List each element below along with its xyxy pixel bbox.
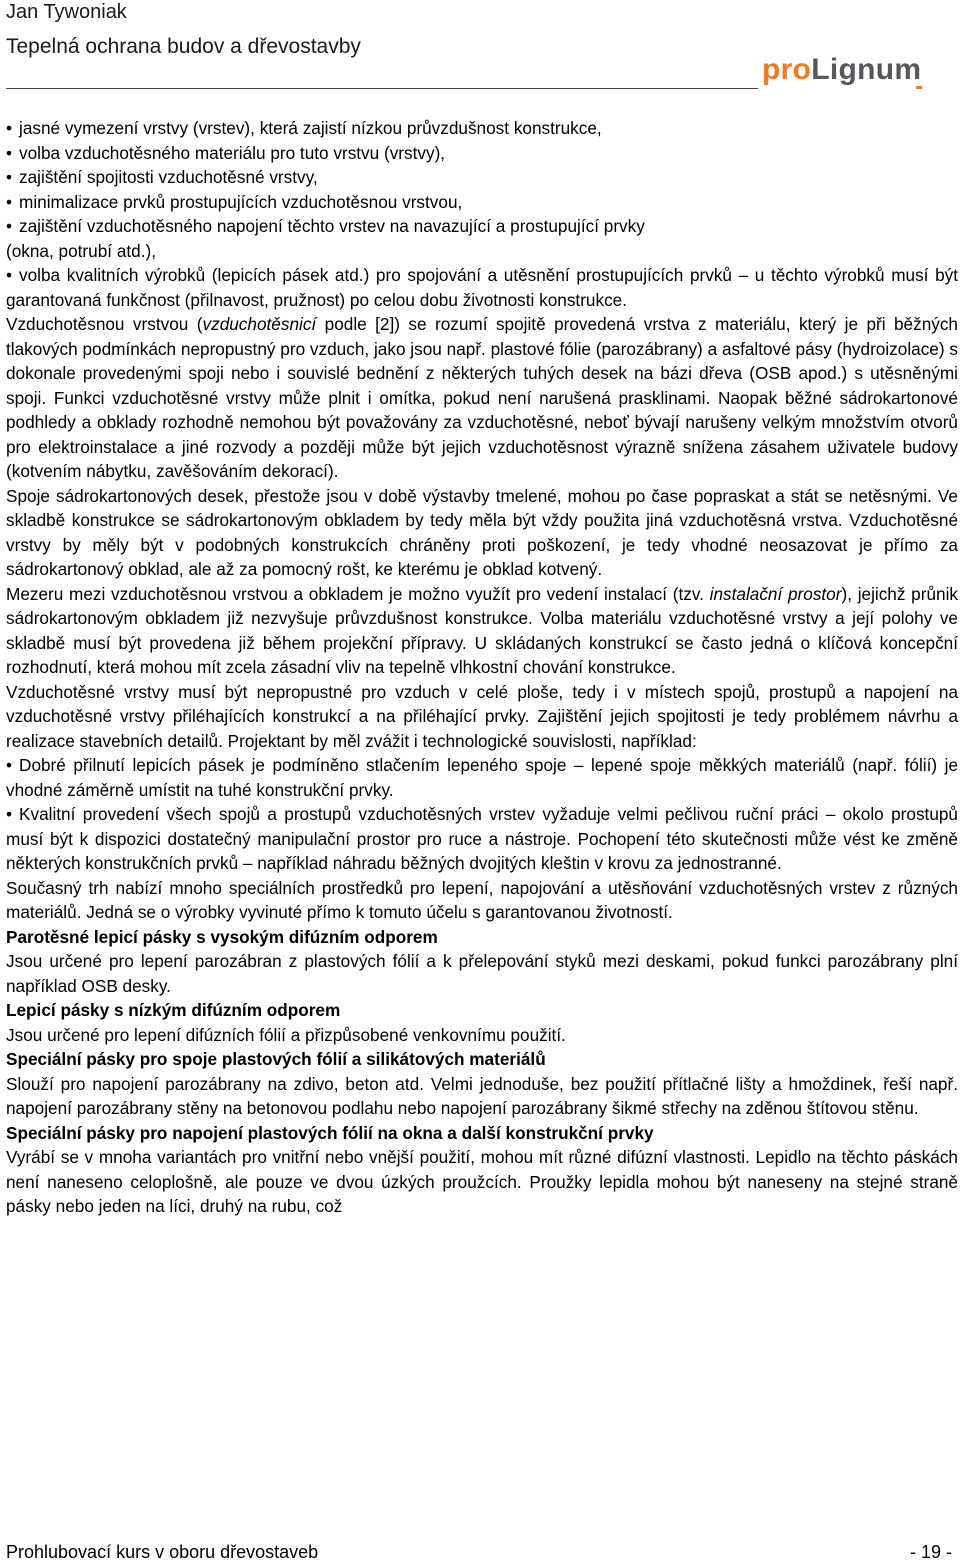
paragraph-text: ), jejichž průnik sádrokartonovým obkladem již nezvyšuje průvzdušnost konstrukce. Volba materiálu vzduchotěsné vrstvy a její polohy ve skladbě musí být provedena již během projekční přípravy. U skládaných konstrukcí se často jedná o klíčová koncepční rozhodnutí, která mohou mít zcela zásadní vliv na tepelně vlhkostní chování konstrukce. xyxy=(6,583,958,677)
bullet-item: • Dobré přilnutí lepicích pásek je podmíněno stlačením lepeného spoje – lepené spoje měkkých materiálů (např. fólií) je vhodné záměrně umístit na tuhé konstrukční prvky. xyxy=(6,753,958,802)
section-heading: Lepicí pásky s nízkým difúzním odporem xyxy=(6,1000,341,1020)
bullet-item: • minimalizace prvků prostupujících vzduchotěsnou vrstvou, xyxy=(6,190,958,215)
paragraph-text: Vzduchotěsnou vrstvou ( xyxy=(6,314,203,334)
header-author: Jan Tywoniak xyxy=(6,1,127,23)
logo-lignum-text: Lignum xyxy=(811,53,922,86)
page-number: - 19 - xyxy=(909,1542,952,1562)
paragraph-installation-space xyxy=(6,582,958,680)
paragraph-market: Současný trh nabízí mnoho speciálních prostředků pro lepení, napojování a utěsňování vzduchotěsných vrstev z různých materiálů. Jedná se o výrobky vyvinuté přímo k tomuto účelu s garantovanou životností. xyxy=(6,877,958,922)
paragraph-airtight-layer xyxy=(6,312,958,484)
bullet-continuation: (okna, potrubí atd.), xyxy=(6,240,156,261)
paragraph-plasterboard-joints: Spoje sádrokartonových desek, přestože jsou v době výstavby tmelené, mohou po čase popraskat a stát se netěsnými. Ve skladbě konstrukce se sádrokartonovým obkladem by tedy měla být vždy použita jiná vzduchotěsná vrstva. Vzduchotěsné vrstvy by měly být v podobných konstrukcích chráněny proti poškození, je tedy vhodné neosazovat je přímo za sádrokartonový obklad, ale až za pomocný rošt, ke kterému je obklad kotvený. xyxy=(6,485,958,579)
section-text: Jsou určené pro lepení parozábran z plastových fólií a k přelepování styků mezi deskami, pokud funkci parozábrany plní například OSB desky. xyxy=(6,951,958,996)
bullet-item: • zajištění spojitosti vzduchotěsné vrstvy, xyxy=(6,165,958,190)
section-heading: Speciální pásky pro napojení plastových fólií na okna a další konstrukční prvky xyxy=(6,1122,654,1143)
header-rule xyxy=(6,88,758,89)
bullet-item: • Kvalitní provedení všech spojů a prostupů vzduchotěsných vrstev vyžaduje velmi pečlivou ruční práci – okolo prostupů musí být k dispozici dostatečný manipulační prostor pro ruce a nástroje. Pochopení této skutečnosti může vést ke změně některých konstrukčních prvků – například náhradu běžných dvojitých kleštin v krovu za jednostranné. xyxy=(6,802,958,876)
prolignum-logo xyxy=(762,52,921,88)
section-text: Vyrábí se v mnoha variantách pro vnitřní nebo vnější použití, mohou mít různé difúzní vlastnosti. Lepidlo na těchto páskách není naneseno celoplošně, ale pouze ve dvou úzkých proužcích. Proužky lepidla mohou být naneseny na stejné straně pásky nebo jeden na líci, druhý na rubu, což xyxy=(6,1147,958,1216)
header-title: Tepelná ochrana budov a dřevostavby xyxy=(6,35,361,58)
paragraph-text: podle [2]) se rozumí spojitě provedená vrstva z materiálu, který je při běžných tlakových podmínkách nepropustný pro vzduch, jako jsou např. plastové fólie (parozábrany) a asfaltové pásy (hydroizolace) s dokonale provedenými spoji nebo i souvislé bednění z některých tuhých desek na bázi dřeva (OSB apod.) s utěsněnými spoji. Funkci vzduchotěsné vrstvy může plnit i omítka, pokud není narušená prasklinami. Naopak běžné sádrokartonové podhledy a obklady rozhodně nemohou být považovány za vzduchotěsné, neboť bývají narušeny velkým množstvím otvorů pro elektroinstalace a jiné rozvody a později může být jejich vzduchotěsnost výrazně snížena zásahem uživatele budovy (kotvením nábytku, zavěšováním dekorací). xyxy=(6,314,958,481)
paragraph-text: Mezeru mezi vzduchotěsnou vrstvou a obkladem je možno využít pro vedení instalací (tzv. xyxy=(6,583,710,604)
bullet-item: • volba vzduchotěsného materiálu pro tuto vrstvu (vrstvy), xyxy=(6,141,958,166)
bullet-item: • zajištění vzduchotěsného napojení těchto vrstev na navazující a prostupující prvky xyxy=(6,214,958,239)
section-heading: Speciální pásky pro spoje plastových fólií a silikátových materiálů xyxy=(6,1049,546,1069)
bullet-item: • volba kvalitních výrobků (lepicích pásek atd.) pro spojování a utěsnění prostupujících prvků – u těchto výrobků musí být garantovaná funkčnost (přilnavost, pružnost) po celou dobu životnosti konstrukce. xyxy=(6,263,958,312)
section-text: Jsou určené pro lepení difúzních fólií a přizpůsobené venkovnímu použití. xyxy=(6,1024,566,1045)
footer-course-name: Prohlubovací kurs v oboru dřevostaveb xyxy=(6,1542,319,1562)
italic-term: vzduchotěsnicí xyxy=(202,314,317,334)
document-body xyxy=(6,116,958,1219)
italic-term: instalační prostor xyxy=(709,583,842,604)
section-text: Slouží pro napojení parozábrany na zdivo, beton atd. Velmi jednoduše, bez použití přítlačné lišty a hmoždinek, řeší např. napojení parozábrany stěny na betonovou podlahu nebo napojení parozábrany šikmé střechy na zděnou štítovou stěnu. xyxy=(6,1073,958,1118)
bullet-item: • jasné vymezení vrstvy (vrstev), která zajistí nízkou průvzdušnost konstrukce, xyxy=(6,116,958,141)
section-heading: Parotěsné lepicí pásky s vysokým difúzním odporem xyxy=(6,926,438,947)
logo-pro-text: pro xyxy=(762,53,812,86)
paragraph-continuity: Vzduchotěsné vrstvy musí být nepropustné pro vzduch v celé ploše, tedy i v místech spojů, prostupů a napojení na vzduchotěsné vrstvy přiléhajících konstrukcí a na přiléhající prvky. Zajištění jejich spojitosti je tedy problémem návrhu a realizace stavebních detailů. Projektant by měl zvážit i technologické souvislosti, například: xyxy=(6,681,958,751)
logo-accent-mark xyxy=(916,86,922,89)
